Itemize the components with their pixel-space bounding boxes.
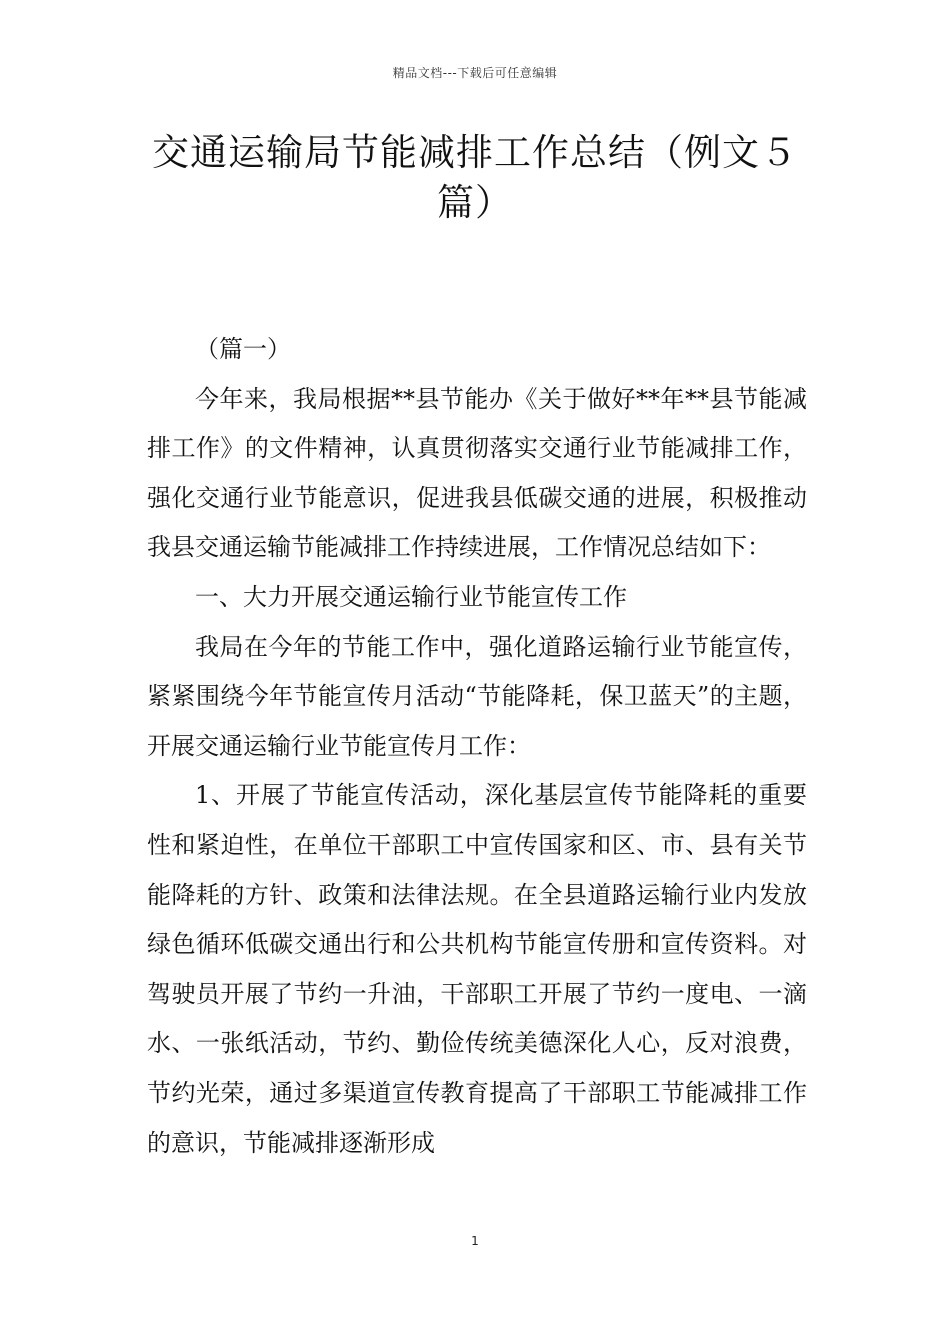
section-heading: 一、大力开展交通运输行业节能宣传工作 [195,582,627,611]
page-header: 精品文档---下载后可任意编辑 [392,66,558,80]
section-label: （篇一） [195,335,291,363]
body-paragraph: 1、开展了节能宣传活动，深化基层宣传节能降耗的重要性和紧迫性，在单位干部职工中宣传国家和区、市、县有关节能降耗的方针、政策和法律法规。在全县道路运输行业内发放绿色循环低碳交通出行和公共机构节能宣传册和宣传资料。对驾驶员开展了节约一升油，干部职工开展了节约一度电、一滴水、一张纸活动，节约、勤俭传统美德深化人心，反对浪费，节约光荣，通过多渠道宣传教育提高了干部职工节能减排工作的意识，节能减排逐渐形成 [147,781,807,1157]
document-title: 交通运输局节能减排工作总结（例文５篇） [152,131,798,224]
body-paragraph: 我局在今年的节能工作中，强化道路运输行业节能宣传，紧紧围绕今年节能宣传月活动“节能降耗，保卫蓝天”的主题，开展交通运输行业节能宣传月工作： [147,632,807,760]
document-body [147,325,807,1168]
page-number: 1 [471,1234,479,1248]
body-paragraph: 今年来，我局根据**县节能办《关于做好**年**县节能减排工作》的文件精神，认真贯彻落实交通行业节能减排工作，强化交通行业节能意识，促进我县低碳交通的进展，积极推动我县交通运输节能减排工作持续进展，工作情况总结如下： [147,384,807,562]
